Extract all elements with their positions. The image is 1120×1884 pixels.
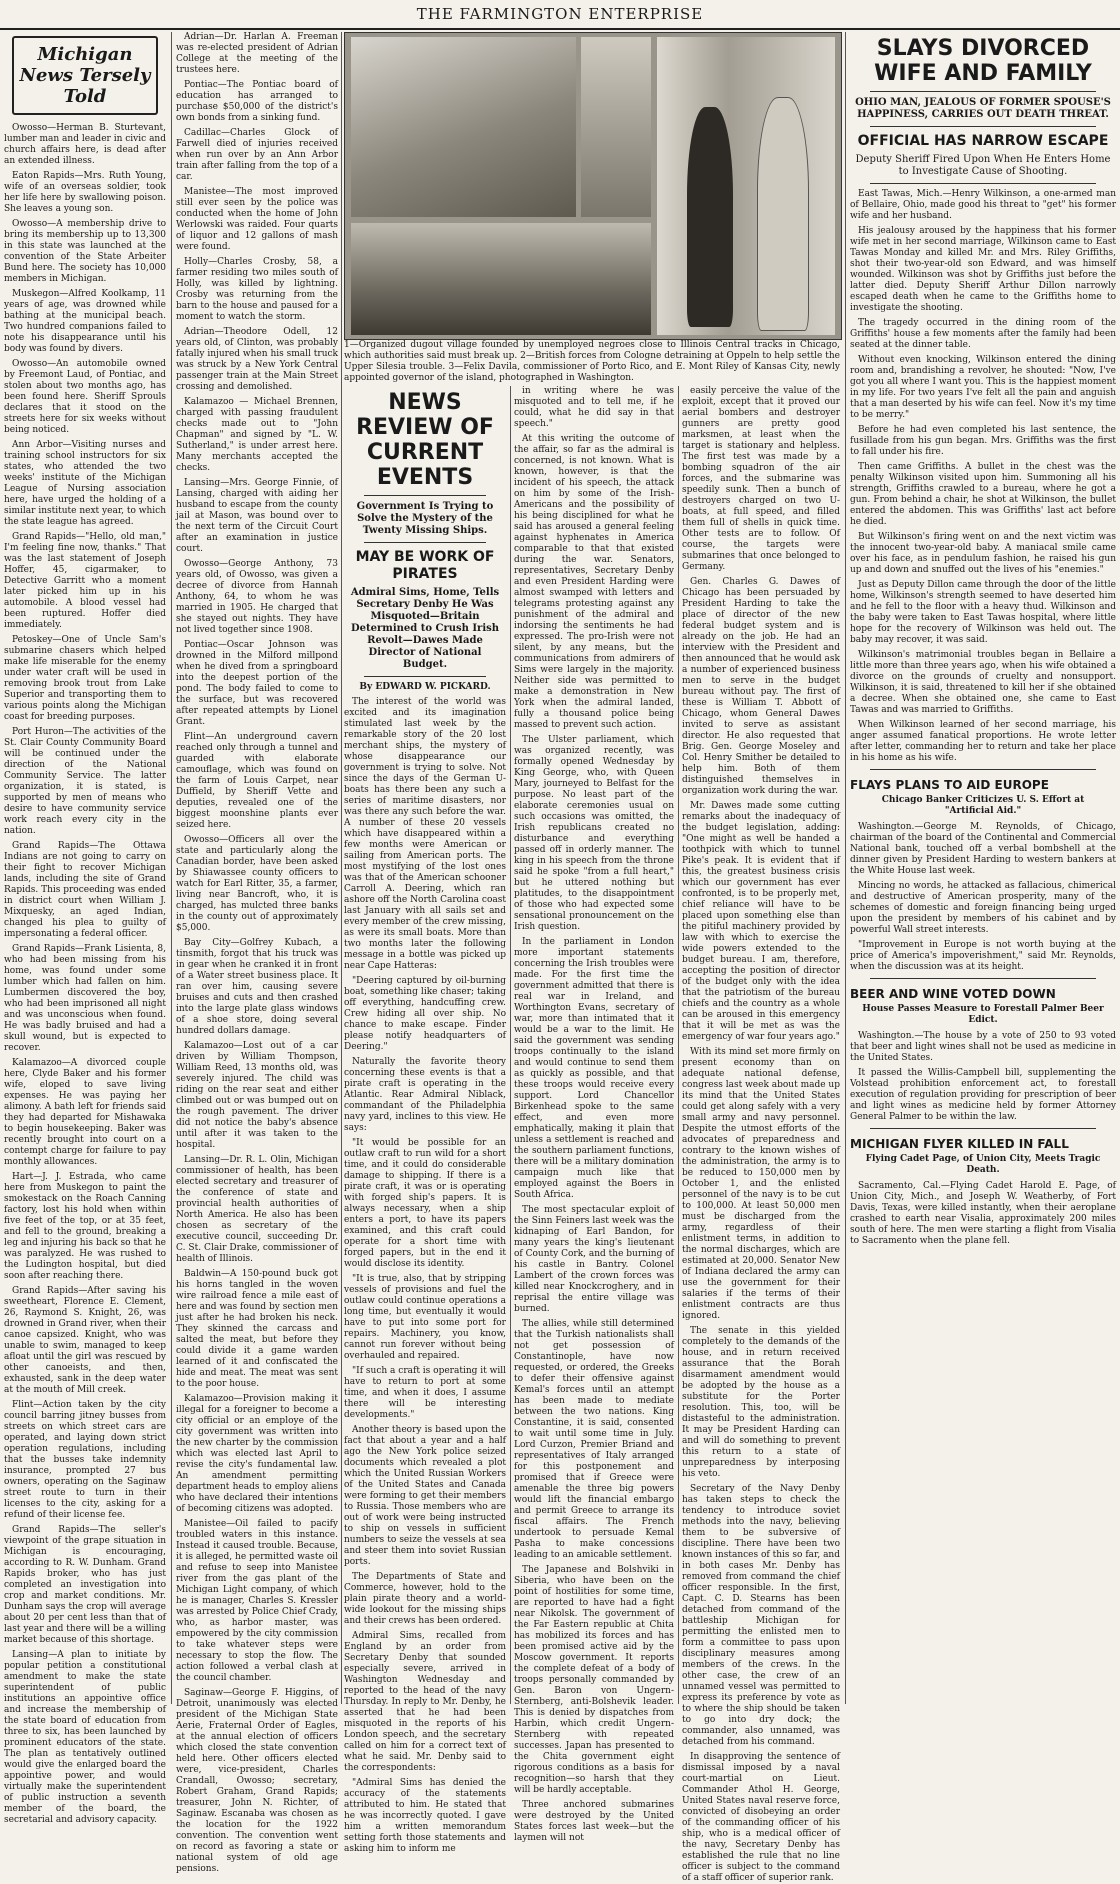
michigan-news-items-1 [4,123,166,1826]
news-review-deck: MAY BE WORK OF PIRATES [355,549,495,582]
article-paragraph: Owosso—Herman B. Sturtevant, lumber man and leader in civic and church affairs here, is dead after an extended illness. [4,123,166,166]
article-paragraph: Kalamazoo — Michael Brennen, charged with passing fraudulent checks made out to "John Chapman" and signed by "L. W. Sutherland," is under arrest here. Many merchants accepted the checks. [176,397,338,473]
article-paragraph: easily perceive the value of the exploit, except that it proved our aerial bombers and destroyer gunners are pretty good marksmen, at least when the target is stationary and helpless. The first test was made by a bombing squadron of the air forces, and the submarine was speedily sunk. Then a bunch of destroyers charged on two U-boats, at full speed, and filled them full of shells in quick time. Other tests are to follow. Of course, the targets were submarines that once belonged to Germany. [682,386,840,572]
article-paragraph: Secretary of the Navy Denby has taken steps to check the tendency to introduce soviet methods into the navy, believing them to be subversive of discipline. There have been two known instances of this so far, and in both cases Mr. Denby has removed from command the chief officer responsible. In the first, Capt. C. D. Stearns has been detached from command of the battleship Michigan for permitting the enlisted men to form a committee to pass upon disciplinary measures among members of the crews. In the other case, the crew of an unnamed vessel was permitted to express its preference by vote as to where the ship should be taken to go into dry dock; the commander, also unnamed, was detached from his command. [682,1484,840,1747]
article-paragraph: In disapproving the sentence of dismissal imposed by a naval court-martial on Lieut. Commander Athol H. George, United States naval reserve force, convicted of disobeying an order of the commanding officer of his ship, who is a medical officer of the navy, Secretary Denby has established the rule that no line officer is subject to the command of a staff officer of superior rank. [682,1752,840,1883]
slays-subhead: OHIO MAN, JEALOUS OF FORMER SPOUSE'S HAPPINESS, CARRIES OUT DEATH THREAT. [855,97,1111,120]
article-paragraph: Grand Rapids—The Ottawa Indians are not going to carry on their fight to recover Michigan lands, including the site of Grand Rapids. This proceeding was ended in district court when William J. Mixquesky, an aged Indian, changed his plea to guilty of impersonating a federal officer. [4,841,166,939]
article-paragraph: Pontiac—The Pontiac board of education has arranged to purchase $50,000 of the district's own bonds from a sinking fund. [176,80,338,123]
article-paragraph: "It is true, also, that by stripping vessels of provisions and fuel the outlaw could continue operations a long time, but eventually it would have to put into some port for repairs. Machinery, you know, cannot run forever without being overhauled and repaired. [344,1274,506,1361]
article-paragraph: When Wilkinson learned of her second marriage, his anger assumed fanatical proportions. He wrote letter after letter, commanding her to return and take her place in his home as his wife. [850,720,1116,763]
column-rule [171,32,172,1704]
article-paragraph: Adrian—Theodore Odell, 12 years old, of Clinton, was probably fatally injured when his small truck was struck by a New York Central passenger train at the Main Street crossing and demolished. [176,327,338,392]
article-paragraph: Ann Arbor—Visiting nurses and training school instructors for six states, who attended the two weeks' institute of the Michigan League of Nursing association here, have urged the holding of a similar institute next year, to which the state league has agreed. [4,440,166,527]
article-paragraph: Holly—Charles Crosby, 58, a farmer residing two miles south of Holly, was killed by lightning. Crosby was returning from the barn to the house and paused for a moment to watch the storm. [176,257,338,322]
slays-text [850,189,1116,764]
europe-headline: FLAYS PLANS TO AID EUROPE [850,778,1049,792]
article-paragraph: "Improvement in Europe is not worth buying at the price of America's impoverishment," said Mr. Reynolds, when the discussion was at its height. [850,940,1116,972]
article-paragraph: The allies, while still determined that the Turkish nationalists shall not get possession of Constantinople, have now requested, or ordered, the Greeks to defer their offensive against Kemal's forces until an attempt has been made to mediate between the two nations. King Constantine, it is said, consented to wait until some time in July. Lord Curzon, Premier Briand and representatives of Italy arranged for this postponement and promised that if Greece were amenable the three big powers would lift the financial embargo and permit Greece to arrange its fiscal affairs. The French undertook to persuade Kemal Pasha to make concessions leading to an amicable settlement. [514,1319,674,1560]
article-paragraph: Flint—An underground cavern reached only through a tunnel and guarded with elaborate camouflage, which was found on the farm of Louis Carpet, near Duffield, by Sheriff Vette and deputies, revealed one of the biggest moonshine plants ever seized here. [176,732,338,830]
michigan-news-items-2 [176,32,338,1875]
news-review-summary: Admiral Sims, Home, Tells Secretary Denby He Was Misquoted—Britain Determined to Crush Irish Revolt—Dawes Made Director of National Budget. [350,587,500,670]
photo-davila-and-riley [657,37,835,335]
news-review-column-2 [514,386,674,1843]
column-rule [845,32,846,1704]
article-paragraph: Grand Rapids—The seller's viewpoint of the grape situation in Michigan is encouraging, according to R. W. Dunham. Grand Rapids broker, who has just completed an investigation into crop and market conditions. Mr. Dunham says the crop will average about 20 per cent less than that of last year and there will be a willing market because of this shortage. [4,1525,166,1645]
article-paragraph: Owosso—A membership drive to bring its membership up to 13,300 in this state was launched at the convention of the State Arbeiter Bund here. The society has 10,000 members in Michigan. [4,219,166,284]
column-rule [341,32,342,1704]
article-paragraph: East Tawas, Mich.—Henry Wilkinson, a one-armed man of Bellaire, Ohio, made good his threat to "get" his former wife and her husband. [850,189,1116,221]
slays-summary: Deputy Sheriff Fired Upon When He Enters Home to Investigate Cause of Shooting. [855,154,1111,177]
article-paragraph: It passed the Willis-Campbell bill, supplementing the Volstead prohibition enforcement act, to forestall execution of regulation providing for prescription of beer and light wines as medicine held by former Attorney General Palmer to be within the law. [850,1068,1116,1122]
article-paragraph: Kalamazoo—Lost out of a car driven by William Thompson, William Reed, 13 months old, was severely injured. The child was riding on the rear seat and either climbed out or was bumped out on the rough pavement. The driver did not notice the baby's absence until after it was taken to the hospital. [176,1041,338,1150]
article-paragraph: Grand Rapids—After saving his sweetheart, Florence E. Clement, 26, Raymond S. Knight, 26, was drowned in Grand river, when their canoe capsized. Knight, who was unable to swim, managed to keep afloat until the girl was rescued by other canoeists, and then, exhausted, sank in the deep water at the mouth of Mill creek. [4,1286,166,1395]
article-paragraph: With its mind set more firmly on present economy than on adequate national defense, congress last week about made up its mind that the United States could get along safely with a very small army and navy personnel. Despite the utmost efforts of the advocates of preparedness and contrary to the known wishes of the administration, the army is to be reduced to 150,000 men by October 1, and the enlisted personnel of the navy is to be cut to 100,000. At least 50,000 men must be discharged from the army, regardless of their enlistment terms, in addition to the normal discharges, which are estimated at 20,000. Senator New of Indiana declared the army can use the government for their salaries if the terms of their enlistment contracts are thus ignored. [682,1047,840,1321]
news-review-headline: NEWS REVIEW OF CURRENT EVENTS [356,390,494,490]
byline: By EDWARD W. PICKARD. [359,682,491,692]
article-paragraph: Washington.—The house by a vote of 250 to 93 voted that beer and light wines shall not be used as medicine in the United States. [850,1031,1116,1063]
article-paragraph: Grand Rapids—"Hello, old man," I'm feeling fine now, thanks." That was the last statement of Joseph Hoffer, 45, cigarmaker, to Detective Garritt who a moment later picked him up in his automobile. A blood vessel had been ruptured. Hoffer died immediately. [4,532,166,630]
article-paragraph: Manistee—The most improved still ever seen by the police was conducted when the home of John Werlowski was raided. Four quarts of liquor and 12 gallons of mash were found. [176,187,338,252]
article-paragraph: His jealousy aroused by the happiness that his former wife met in her second marriage, Wilkinson came to East Tawas Monday and killed Mr. and Mrs. Riley Griffiths, shot their two-year-old son Edward, and was himself wounded. Wilkinson was shot by Griffiths just before the latter died. Deputy Sheriff Arthur Dillon narrowly escaped death when he came to the Griffiths home to investigate the shooting. [850,226,1116,313]
article-paragraph: Mincing no words, he attacked as fallacious, chimerical and destructive of American prosperity, many of the schemes of domestic and foreign financing being urged upon the president by members of his cabinet and by powerful Wall street interests. [850,881,1116,935]
article-paragraph: Kalamazoo—A divorced couple here, Clyde Baker and his former wife, eloped to save living expenses. He was paying her alimony. A bath left for friends said they had departed for Mishawaka to begin housekeeping. Baker was recently brought into court on a contempt charge for failure to pay monthly allowances. [4,1058,166,1167]
article-paragraph: The Departments of State and Commerce, however, hold to the plain pirate theory and a world-wide lookout for the missing ships and their crews has been ordered. [344,1572,506,1626]
michigan-news-column-2 [176,32,338,1874]
news-photo-collage [344,32,842,340]
article-paragraph: The tragedy occurred in the dining room of the Griffiths' house a few moments after the family had been seated at the dinner table. [850,318,1116,350]
article-paragraph: Hart—J. J. Estrada, who came here from Muskegon to paint the smokestack on the Roach Canning factory, lost his hold when within five feet of the top, or at 35 feet, and fell to the ground, breaking a leg and injuring his back so that he was paralyzed. He was rushed to the Ludington hospital, but died soon after reaching there. [4,1172,166,1281]
article-paragraph: But Wilkinson's firing went on and the next victim was the innocent two-year-old baby. A maniacal smile came over his face, as in pendulum fashion, he raised his gun up and down and snuffed out the lives of his "enemies." [850,532,1116,575]
michigan-news-column-1 [4,32,166,1825]
article-paragraph: Sacramento, Cal.—Flying Cadet Harold E. Page, of Union City, Mich., and Joseph W. Weatherby, of Fort Davis, Texas, were killed instantly, when their aeroplane crashed to earth near Visalia, approximately 200 miles south of here. The men were starting a flight from Visalia to Sacramento when the plane fell. [850,1181,1116,1246]
article-paragraph: Baldwin—A 150-pound buck got his horns tangled in the woven wire railroad fence a mile east of here and was found by section men just after he had broken his neck. They skinned the carcass and salted the meat, but before they could divide it a game warden learned of it and confiscated the hide and meat. The meat was sent to the poor house. [176,1269,338,1389]
article-paragraph: Lansing—A plan to initiate by popular petition a constitutional amendment to make the state superintendent of public institutions an appointive office and increase the membership of the state board of education from three to six, has been launched by prominent educators of the state. The plan as tentatively outlined would give the enlarged board the appointive power, and would virtually make the superintendent of public instruction a seventh member of the board, the secretarial and advisory capacity. [4,1650,166,1825]
news-review-column-1 [344,386,506,1854]
article-paragraph: Owosso—An automobile owned by Freemont Laud, of Pontiac, and stolen about two months ago, has been found here. Sheriff Sprouls declares that it stood on the streets here for six weeks without being noticed. [4,359,166,435]
photo-building [581,37,651,217]
column-rule [510,386,511,1704]
article-paragraph: in writing where he was misquoted and to tell me, if he could, what he did say in that speech." [514,386,674,429]
article-paragraph: Saginaw—George F. Higgins, of Detroit, unanimously was elected president of the Michigan State Aerie, Fraternal Order of Eagles, at the annual election of officers which closed the state convention held here. Other officers elected were, vice-president, Charles Crandall, Owosso; secretary, Robert Graham, Grand Rapids; treasurer, John N. Richter, of Saginaw. Escanaba was chosen as the location for the 1922 convention. The convention went on record as favoring a state or national system of old age pensions. [176,1688,338,1874]
photo-dugout-village [351,37,576,217]
article-paragraph: The Ulster parliament, which was organized recently, was formally opened Wednesday by King George, who, with Queen Mary, journeyed to Belfast for the purpose. No least part of the elaborate ceremonies usual on such occasions was omitted, the Irish republicans created no disturbance and everything passed off in orderly manner. The king in his speech from the throne said he spoke "from a full heart," but he uttered nothing but platitudes, to the disappointment of those who had expected some sensational pronouncement on the Irish question. [514,735,674,932]
article-paragraph: Petoskey—One of Uncle Sam's submarine chasers which helped make life miserable for the enemy under water craft will be used in removing brook trout from Lake Superior and transporting them to various points along the Michigan coast for breeding purposes. [4,635,166,722]
article-paragraph: Mr. Dawes made some cutting remarks about the inadequacy of the budget legislation, adding: "One might as well be handed a toothpick with which to tunnel Pike's peak. It is evident that if this, the greatest business crisis which our government has ever confronted, is to be properly met, chief reliance will have to be placed upon something else than the pitiful machinery provided by law with which to exercise the wide powers extended to the budget bureau. I am, therefore, accepting the position of director of the budget only with the idea that the patriotism of the bureau chiefs and the country as a whole can be aroused in this emergency that it will be met as was the emergency of war four years ago." [682,801,840,1042]
article-paragraph: Manistee—Oil failed to pacify troubled waters in this instance. Instead it caused trouble. Because, it is alleged, he permitted waste oil and refuse to seep into Manistee river from the gas plant of the Michigan Light company, of which he is manager, Charles S. Kressler was arrested by Police Chief Crady, who, as harbor master, was empowered by the city commission to take whatever steps were necessary to stop the flow. The action followed a verbal clash at the council chamber. [176,1519,338,1683]
article-paragraph: At this writing the outcome of the affair, so far as the admiral is concerned, is not known. What is known, however, is that the incident of his speech, the attack on him by some of the Irish-Americans and the possibility of his being disciplined for what he said has aroused a general feeling against hyphenates in America comparable to that that existed during the war. Senators, representatives, Secretary Denby and even President Harding were almost swamped with letters and telegrams protesting against any punishment of the admiral and indorsing the sentiments he had expressed. The pro-Irish were not silent, by any means, but the communications from admirers of Sims were largely in the majority. Neither side was permitted to make a demonstration in New York when the admiral landed, fully a thousand police being massed to prevent such action. [514,434,674,730]
article-paragraph: The senate in this yielded completely to the demands of the house, and in return received assurance that the Borah disarmament amendment would be adopted by the house as a substitute for the Porter resolution. This, too, will be distasteful to the administration. It may be President Harding can and will do something to prevent this return to a state of unpreparedness by interposing his veto. [682,1326,840,1479]
article-paragraph: The most spectacular exploit of the Sinn Feiners last week was the kidnaping of Earl Bandon, for many years the king's lieutenant of County Cork, and the burning of his castle in Bantry. Colonel Lambert of the crown forces was killed near Knockcroghery, and in reprisal the entire village was burned. [514,1205,674,1314]
article-paragraph: "Admiral Sims has denied the accuracy of the statements attributed to him. He stated that he was incorrectly quoted. I gave him a written memorandum setting forth those statements and asking him to inform me [344,1778,506,1854]
article-paragraph: Another theory is based upon the fact that about a year and a half ago the New York police seized documents which revealed a plot which the United Russian Workers of the United States and Canada were forming to get their members to Russia. Those members who are out of work were being instructed to ship on vessels in sufficient numbers to seize the vessels at sea and steer them into soviet Russian ports. [344,1425,506,1567]
article-paragraph: Gen. Charles G. Dawes of Chicago has been persuaded by President Harding to take the place of director of the new federal budget system and is already on the job. He had an interview with the President and then announced that he would ask a number of experienced business men to serve in the budget bureau without pay. The first of these is William T. Abbott of Chicago, whom General Dawes invited to serve as assistant director. He also requested that Brig. Gen. George Moseley and Col. Henry Smither be detailed to help him. Both of them distinguished themselves in organization work during the war. [682,577,840,796]
article-paragraph: "Deering captured by oil-burning boat, something like chaser; taking off everything, handcuffing crew. Crew hiding all over ship. No chance to make escape. Finder please notify headquarters of Deering." [344,976,506,1052]
article-paragraph: Naturally the favorite theory concerning these events is that a pirate craft is operating in the Atlantic. Rear Admiral Niblack, commandant of the Philadelphia navy yard, inclines to this view. He says: [344,1057,506,1133]
article-paragraph: Grand Rapids—Frank Lisienta, 8, who had been missing from his home, was found under some lumber which had fallen on him. Lumbermen discovered the boy, who had been imprisoned all night and was unconscious when found. He was badly bruised and had a skull wound, but is expected to recover. [4,944,166,1053]
article-paragraph: Owosso—Officers all over the state and particularly along the Canadian border, have been asked by Shiawassee county officers to watch for Earl Ritter, 35, a farmer, living near Bancroft, who, it is charged, has mulcted three banks in the county out of approximately $5,000. [176,835,338,933]
right-news-column [850,32,1116,1704]
slays-deck: OFFICIAL HAS NARROW ESCAPE [857,133,1109,149]
article-paragraph: Bay City—Golfrey Kubach, a tinsmith, forgot that his truck was in gear when he cranked it in front of a Water street business place. It ran over him, causing severe bruises and cuts and then crashed into the large plate glass windows of a shoe store, doing several hundred dollars damage. [176,938,338,1036]
article-paragraph: Before he had even completed his last sentence, the fusillade from his gun began. Mrs. Griffiths was the first to fall under his fire. [850,425,1116,457]
article-paragraph: Port Huron—The activities of the St. Clair County Community Board will be continued under the direction of the National Community Service. The latter organization, it is stated, is supported by men of means who desire to have community service work reach every city in the nation. [4,727,166,836]
news-review-headline-block [344,390,506,693]
article-paragraph: Lansing—Mrs. George Finnie, of Lansing, charged with aiding her husband to escape from the county jail at Mason, was bound over to the next term of the Circuit Court after an examination in justice court. [176,478,338,554]
article-paragraph: Eaton Rapids—Mrs. Ruth Young, wife of an overseas soldier, took her life here by swallowing poison. She leaves a young son. [4,171,166,214]
article-paragraph: Just as Deputy Dillon came through the door of the little home, Wilkinson's strength seemed to have deserted him and he fell to the floor with a heavy thud. Wilkinson and the baby were taken to East Tawas hospital, where little hope for the recovery of Wilkinson was held out. The baby may recover, it was said. [850,580,1116,645]
article-paragraph: Three anchored submarines were destroyed by the United States forces last week—but the laymen will not [514,1800,674,1843]
slays-headline: SLAYS DIVORCED WIFE AND FAMILY [874,36,1092,86]
news-review-column-3 [682,386,840,1883]
article-paragraph: The Japanese and Bolshviki in Siberia, who have been on the point of hostilities for some time, are reported to have had a fight near Nikolsk. The government of the Far Eastern republic at Chita has mobilized its forces and has been promised active aid by the Moscow government. It reports the complete defeat of a body of troops personally commanded by Gen. Baron von Ungern-Sternberg, anti-Bolshevik leader. This is denied by dispatches from Harbin, which credit Ungern-Sternberg with repeated successes. Japan has presented to the Chita government eight rigorous conditions as a basis for recognition—so harsh that they will be hardly acceptable. [514,1565,674,1795]
article-paragraph: Owosso—George Anthony, 73 years old, of Owosso, was given a decree of divorce from Hannah Anthony, 64, to whom he was married in 1905. He charged that she stayed out nights. They have not lived together since 1908. [176,559,338,635]
photo-caption: 1—Organized dugout village founded by unemployed negroes close to Illinois Central tracks in Chicago, which authorities said must break up. 2—British forces from Cologne detraining at Oppeln to help settle the Upper Silesia trouble. 3—Felix Davila, commissioner of Porto Rico, and E. Mont Riley of Kansas City, newly appointed governor of the island, photographed in Washington. [344,340,840,383]
michigan-news-title: Michigan News Tersely Told [12,36,158,115]
article-paragraph: Wilkinson's matrimonial troubles began in Bellaire a little more than three years ago, when his wife obtained a divorce on the grounds of cruelty and nonsupport. Wilkinson, it is said, threatened to kill her if she obtained a decree. When she obtained one, she came to East Tawas and was married to Griffiths. [850,650,1116,715]
article-paragraph: Pontiac—Oscar Johnson was drowned in the Milford millpond when he dived from a springboard into the deepest portion of the pond. The body failed to come to the surface, but was recovered after repeated attempts by Lionel Grant. [176,640,338,727]
article-paragraph: Muskegon—Alfred Koolkamp, 11 years of age, was drowned while bathing at the municipal beach. Two hundred companions failed to note his disappearance until his body was found by divers. [4,289,166,354]
column-rule [678,386,679,1704]
article-paragraph: "If such a craft is operating it will have to return to port at some time, and when it does, I assume there will be interesting developments." [344,1366,506,1420]
article-paragraph: In the parliament in London more important statements concerning the Irish troubles were made. For the first time the government admitted that there is real war in Ireland, and Worthington Evans, secretary of war, more than intimated that it would be a war to the limit. He said the government was sending troops continually to the island and would continue to send them as quickly as possible, and that these troops would receive every support. Lord Chancellor Birkenhead spoke to the same effect, and even more emphatically, making it plain that unless a settlement is reached and the southern parliament functions, there will be a military domination campaign much like that employed against the Boers in South Africa. [514,937,674,1200]
article-paragraph: Without even knocking, Wilkinson entered the dining room and, brandishing a revolver, he shouted: "Now, I've got you all where I want you. This is the happiest moment in my life. For two years I've felt all the pain and anguish that a man deserted by his wife can feel. Now it's my time to be merry." [850,355,1116,420]
flyer-subhead: Flying Cadet Page, of Union City, Meets Tragic Death. [865,1154,1101,1175]
article-paragraph: Cadillac—Charles Glock of Farwell died of injuries received when run over by an Ann Arbor train after falling from the top of a car. [176,128,338,182]
beer-text [850,1031,1116,1123]
flyer-headline: MICHIGAN FLYER KILLED IN FALL [850,1137,1069,1151]
article-paragraph: Then came Griffiths. A bullet in the chest was the penalty Wilkinson visited upon him. Summoning all his strength, Griffiths crawled to a bureau, where he got a gun. From behind a chair, he shot at Wilkinson, the bullet entered the abdomen. This was Griffiths' last act before he died. [850,462,1116,527]
article-paragraph: Adrian—Dr. Harlan A. Freeman was re-elected president of Adrian College at the meeting of the trustees here. [176,32,338,75]
news-review-subhead: Government Is Trying to Solve the Mystery of the Twenty Missing Ships. [356,501,494,536]
article-paragraph: Admiral Sims, recalled from England by an order from Secretary Denby that sounded especially severe, arrived in Washington Wednesday and reported to the head of the navy Thursday. In reply to Mr. Denby, he asserted that he had been misquoted in the reports of his London speech, and the secretary called on him for a correct text of what he said. Mr. Denby said to the correspondents: [344,1631,506,1773]
flyer-text [850,1181,1116,1247]
article-paragraph: "It would be possible for an outlaw craft to run wild for a short time, and it could do considerable damage to shipping. If there is a pirate craft, it was or is operating with forged ship's papers. It is always necessary, when a ship enters a port, to have its papers examined, and this craft could operate for a short time with forged papers, but in the end it would disclose its identity. [344,1138,506,1269]
masthead: THE FARMINGTON ENTERPRISE [0,0,1120,30]
article-paragraph: Lansing—Dr. R. L. Olin, Michigan commissioner of health, has been elected secretary and treasurer of the conference of state and provincial health authorities of North America. He also has been chosen as secretary of the executive council, succeeding Dr. C. St. Clair Drake, commissioner of health of Illinois. [176,1155,338,1264]
news-review-text-3 [682,386,840,1884]
news-review-text-2 [514,386,674,1844]
photo-british-troops-train [351,223,651,335]
article-paragraph: Washington.—George M. Reynolds, of Chicago, chairman of the board of the Continental and Commercial National bank, touched off a verbal bombshell at the dinner given by President Harding to western bankers at the White House last week. [850,822,1116,876]
beer-headline: BEER AND WINE VOTED DOWN [850,987,1056,1001]
beer-subhead: House Passes Measure to Forestall Palmer Beer Edict. [862,1004,1104,1025]
article-paragraph: Kalamazoo—Provision making it illegal for a foreigner to become a city official or an employe of the city government was written into the new charter by the commission which was elected last April to revise the city's fundamental law. An amendment permitting department heads to employ aliens who have declared their intentions of becoming citizens was adopted. [176,1394,338,1514]
europe-subhead: Chicago Banker Criticizes U. S. Effort at "Artificial Aid." [881,795,1085,816]
article-paragraph: Flint—Action taken by the city council barring jitney busses from streets on which street cars are operated, and laying down strict operation regulations, including that the busses take indemnity insurance, prompted 27 bus owners, operating on the Saginaw street route to turn in their licenses to the city, asking for a refund of their license fee. [4,1400,166,1520]
news-review-text-1 [344,697,506,1855]
article-paragraph: The interest of the world was excited and its imagination stimulated last week by the remarkable story of the 20 lost merchant ships, the mystery of whose disappearance our government is trying to solve. Not since the days of the German U-boats has there been any such a series of maritime disasters, nor was there any such before the war. A number of these 20 vessels which have disappeared within a few months were American or sailing from American ports. The most mystifying of the lost ones was that of the American schooner Carroll A. Deering, which ran ashore off the North Carolina coast last January with all sails set and every member of the crew missing, as were its small boats. More than two months later the following message in a bottle was picked up near Cape Hatteras: [344,697,506,971]
europe-text [850,822,1116,973]
